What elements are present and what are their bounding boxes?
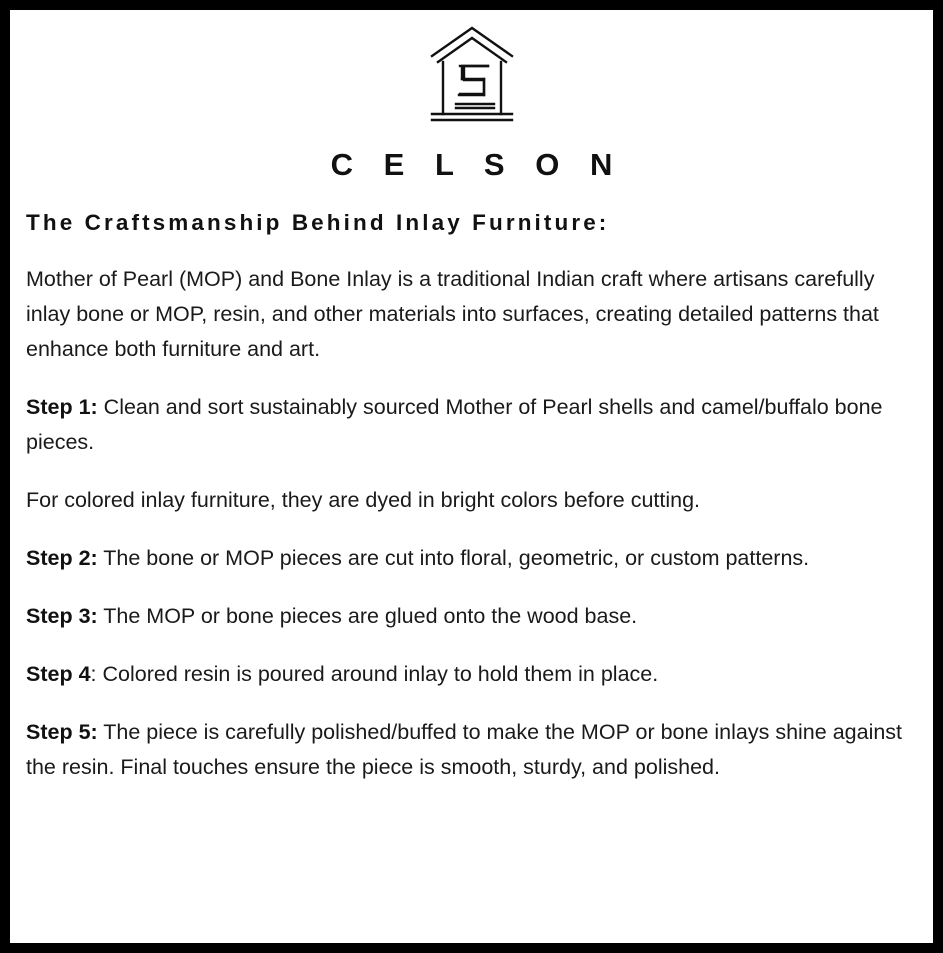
page-title: The Craftsmanship Behind Inlay Furniture:: [26, 210, 610, 235]
paragraph-colored-inlay: [26, 483, 917, 518]
paragraph-text: The MOP or bone pieces are glued onto the wood base.: [97, 604, 638, 628]
paragraph-step-1: [26, 390, 917, 460]
paragraph-text: Mother of Pearl (MOP) and Bone Inlay is a traditional Indian craft where artisans carefully inlay bone or MOP, resin, and other materials into surfaces, creating detailed patterns that enhance both furniture and art.: [26, 267, 879, 361]
paragraph-lead: Step 1:: [26, 395, 98, 419]
brand-header: [26, 16, 917, 183]
document-content: [10, 10, 933, 943]
paragraph-intro: [26, 262, 917, 367]
paragraph-lead: Step 5:: [26, 720, 98, 744]
body-text: [26, 262, 917, 785]
paragraph-text: : Colored resin is poured around inlay to hold them in place.: [90, 662, 659, 686]
paragraph-lead: Step 2:: [26, 546, 98, 570]
paragraph-step-4: [26, 657, 917, 692]
paragraph-step-5: [26, 715, 917, 785]
paragraph-step-2: [26, 541, 917, 576]
brand-name: C E L S O N: [330, 147, 624, 182]
paragraph-text: Clean and sort sustainably sourced Mother of Pearl shells and camel/buffalo bone pieces.: [26, 395, 883, 454]
paragraph-step-3: [26, 599, 917, 634]
paragraph-lead: Step 4: [26, 662, 91, 686]
paragraph-text: The piece is carefully polished/buffed to make the MOP or bone inlays shine against the resin. Final touches ensure the piece is smooth, sturdy, and polished.: [26, 720, 903, 779]
paragraph-text: For colored inlay furniture, they are dyed in bright colors before cutting.: [26, 488, 701, 512]
house-monogram-logo-icon: [426, 22, 518, 126]
paragraph-lead: Step 3:: [26, 604, 98, 628]
paragraph-text: The bone or MOP pieces are cut into floral, geometric, or custom patterns.: [97, 546, 810, 570]
